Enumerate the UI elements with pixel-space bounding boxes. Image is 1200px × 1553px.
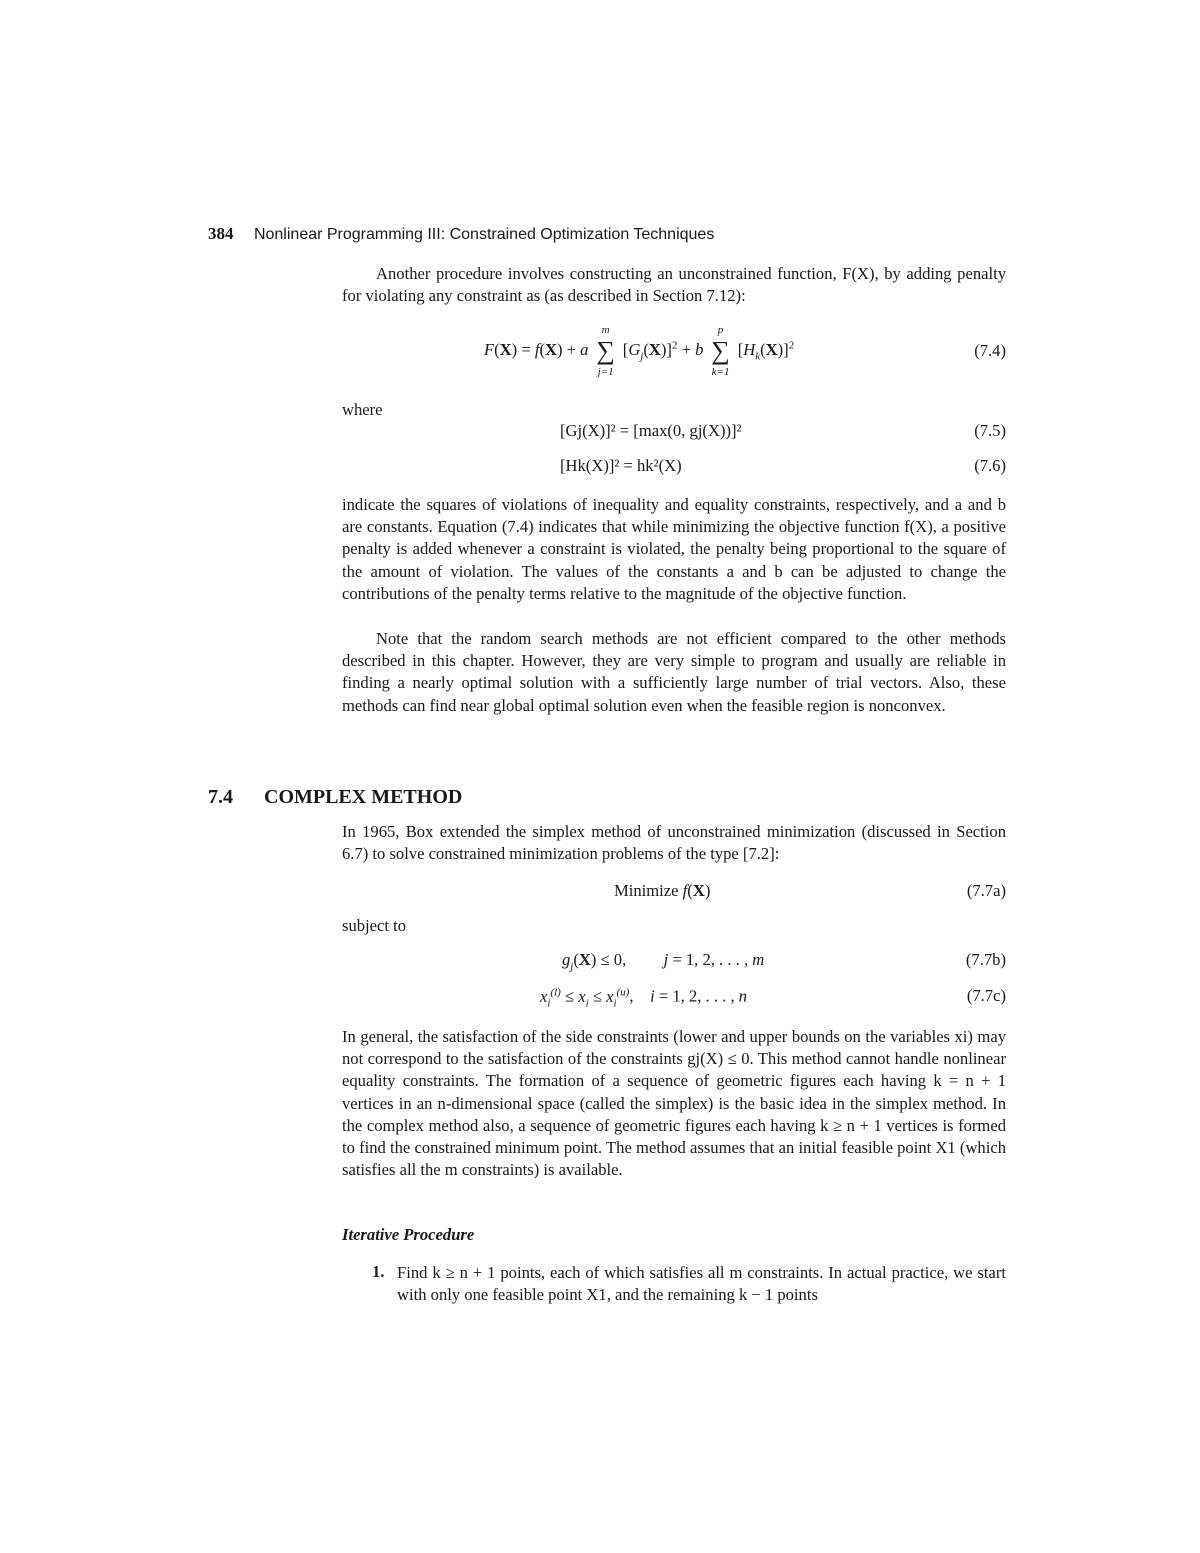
subject-to-label: subject to: [342, 916, 407, 935]
step-number: 1.: [372, 1262, 385, 1281]
section-paragraph-2: In general, the satisfaction of the side constraints (lower and upper bounds on the variables xi) may not correspond to the satisfaction of the constraints gj(X) ≤ 0. This method cannot handle nonlinear equality constraints. The formation of a sequence of geometric figures each having k = n + 1 vertices in an n-dimensional space (called the simplex) is the basic idea in the simplex method. In the complex method also, a sequence of geometric figures each having k ≥ n + 1 vertices is formed to find the constrained minimum point. The method assumes that an initial feasible point X1 (which satisfies all the m constraints) is available.: [342, 1027, 1006, 1180]
equation-number-7-6: (7.6): [974, 456, 1006, 475]
equation-7-7a: Minimize f(X): [614, 881, 711, 900]
equation-number-7-7b: (7.7b): [965, 950, 1006, 969]
equation-7-5: [Gj(X)]² = [max(0, gj(X))]²: [560, 421, 742, 440]
subheading-iterative-procedure: Iterative Procedure: [342, 1225, 475, 1244]
equation-number-7-4: (7.4): [974, 341, 1006, 360]
section-heading: [208, 786, 462, 809]
running-title: Nonlinear Programming III: Constrained Optimization Techniques: [253, 226, 715, 243]
equation-7-7b: $g_j(X) \le 0$, j = 1, 2, . . . , m: [562, 950, 765, 973]
intro-paragraph-1: Another procedure involves constructing an unconstrained function, F(X), by adding penalty for violating any constraint as (as described in Section 7.12):: [342, 264, 1006, 306]
page-number: 384: [208, 224, 234, 243]
equation-number-7-7c: (7.7c): [966, 986, 1006, 1005]
equation-number-7-7a: (7.7a): [966, 881, 1006, 900]
equation-number-7-5: (7.5): [974, 421, 1006, 440]
step-1-text: Find k ≥ n + 1 points, each of which satisfies all m constraints. In actual practice, we start with only one feasible point X1, and the remaining k − 1 points: [397, 1263, 1006, 1305]
intro-paragraph-3: Note that the random search methods are not efficient compared to the other methods described in this chapter. However, they are very simple to program and usually are reliable in finding a nearly optimal solution with a sufficiently large number of trial vectors. Also, these methods can find near global optimal solution even when the feasible region is nonconvex.: [342, 629, 1006, 715]
running-header: [208, 224, 714, 244]
intro-paragraph-2: indicate the squares of violations of inequality and equality constraints, respectively, and a and b are constants. Equation (7.4) indicates that while minimizing the objective function f(X), a positive penalty is added whenever a constraint is violated, the penalty being proportional to the square of the amount of violation. The values of the constants a and b can be adjusted to change the contributions of the penalty terms relative to the magnitude of the objective function.: [342, 495, 1006, 603]
where-label: where: [342, 400, 383, 419]
equation-7-4: F(X) = f(X) + a m ∑ j=1 $[G_j(X)]^2 + b$ p ∑ k=1 $[H_k(X)]^2$: [484, 324, 795, 378]
equation-7-6: [Hk(X)]² = hk²(X): [560, 456, 682, 475]
section-paragraph-1: In 1965, Box extended the simplex method of unconstrained minimization (discussed in Section 6.7) to solve constrained minimization problems of the type [7.2]:: [342, 822, 1006, 864]
equation-7-7c: $x_i^{(l)} \le x_i \le x_i^{(u)}$, i = 1, 2, . . . , n: [540, 986, 748, 1009]
section-title: COMPLEX METHOD: [264, 786, 463, 808]
section-number: 7.4: [208, 786, 233, 808]
